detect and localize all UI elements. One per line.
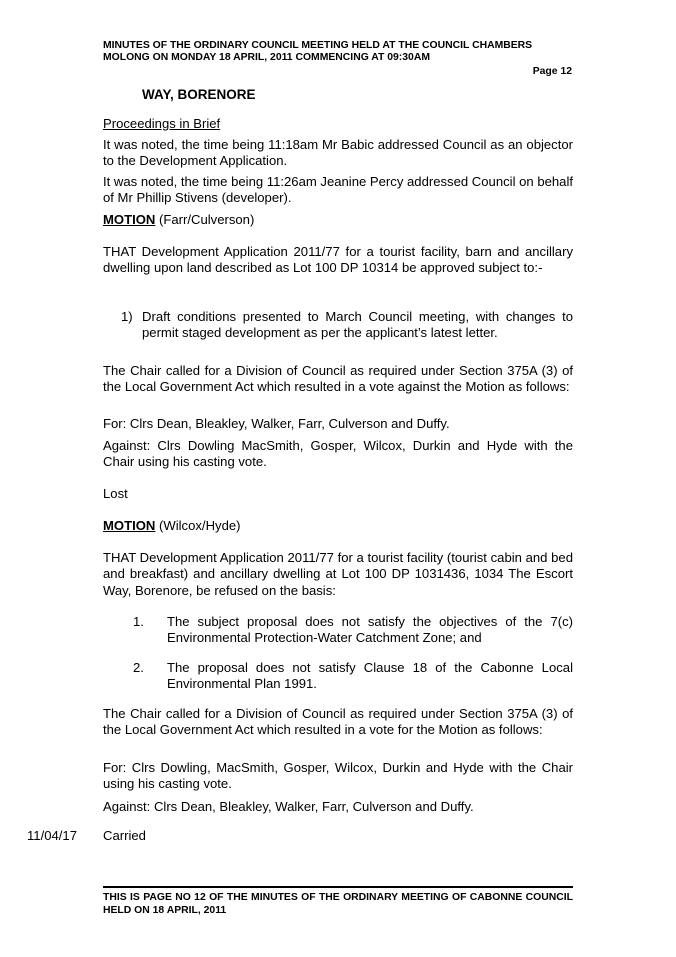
paragraph-objector: It was noted, the time being 11:18am Mr Babic addressed Council as an objector to the Development Application. xyxy=(103,137,573,169)
motion-2-movers: (Wilcox/Hyde) xyxy=(159,518,241,533)
motion-2-for: For: Clrs Dowling, MacSmith, Gosper, Wilcox, Durkin and Hyde with the Chair using his casting vote. xyxy=(103,760,573,792)
footer-divider xyxy=(103,886,573,888)
motion-1-body: THAT Development Application 2011/77 for a tourist facility, barn and ancillary dwelling upon land described as Lot 100 DP 10314 be approved subject to:- xyxy=(103,244,573,276)
motion-2-heading xyxy=(103,518,573,534)
motion-1-label: MOTION xyxy=(103,212,156,227)
motion-2-result: Carried xyxy=(103,828,146,843)
motion-1-item-text: Draft conditions presented to March Council meeting, with changes to permit staged development as per the applicant’s latest letter. xyxy=(142,309,573,341)
page-header xyxy=(103,40,573,64)
motion-1-result: Lost xyxy=(103,486,128,501)
proceedings-heading: Proceedings in Brief xyxy=(103,116,221,131)
header-line-2: MOLONG ON MONDAY 18 APRIL, 2011 COMMENCING AT 09:30AM xyxy=(103,52,430,63)
resolution-reference: 11/04/17 xyxy=(27,828,77,843)
page-number: Page 12 xyxy=(532,66,572,77)
header-line-1: MINUTES OF THE ORDINARY COUNCIL MEETING HELD AT THE COUNCIL CHAMBERS xyxy=(103,40,533,51)
motion-1-movers: (Farr/Culverson) xyxy=(159,212,255,227)
motion-1-against: Against: Clrs Dowling MacSmith, Gosper, Wilcox, Durkin and Hyde with the Chair using his casting vote. xyxy=(103,438,573,470)
motion-2-against: Against: Clrs Dean, Bleakley, Walker, Farr, Culverson and Duffy. xyxy=(103,799,474,814)
item-title: WAY, BORENORE xyxy=(142,87,256,102)
motion-2-item-2-number: 2. xyxy=(133,660,144,675)
motion-2-item-1-text: The subject proposal does not satisfy the objectives of the 7(c) Environmental Protection-Water Catchment Zone; and xyxy=(167,614,573,646)
motion-1-item-number: 1) xyxy=(121,309,133,324)
motion-2-body: THAT Development Application 2011/77 for a tourist facility (tourist cabin and bed and breakfast) and ancillary dwelling at Lot 100 DP 1031436, 1034 The Escort Way, Borenore, be refused on the basis: xyxy=(103,550,573,598)
paragraph-applicant: It was noted, the time being 11:26am Jeanine Percy addressed Council on behalf of Mr Phillip Stivens (developer). xyxy=(103,174,573,206)
motion-2-label: MOTION xyxy=(103,518,156,533)
motion-1-for: For: Clrs Dean, Bleakley, Walker, Farr, Culverson and Duffy. xyxy=(103,416,450,431)
page-footer: THIS IS PAGE NO 12 OF THE MINUTES OF THE ORDINARY MEETING OF CABONNE COUNCIL HELD ON 18 APRIL, 2011 xyxy=(103,892,573,916)
motion-2-item-2-text: The proposal does not satisfy Clause 18 of the Cabonne Local Environmental Plan 1991. xyxy=(167,660,573,692)
motion-1-heading xyxy=(103,212,573,228)
motion-1-division: The Chair called for a Division of Council as required under Section 375A (3) of the Local Government Act which resulted in a vote against the Motion as follows: xyxy=(103,363,573,395)
motion-2-item-1-number: 1. xyxy=(133,614,144,629)
motion-2-division: The Chair called for a Division of Council as required under Section 375A (3) of the Local Government Act which resulted in a vote for the Motion as follows: xyxy=(103,706,573,738)
